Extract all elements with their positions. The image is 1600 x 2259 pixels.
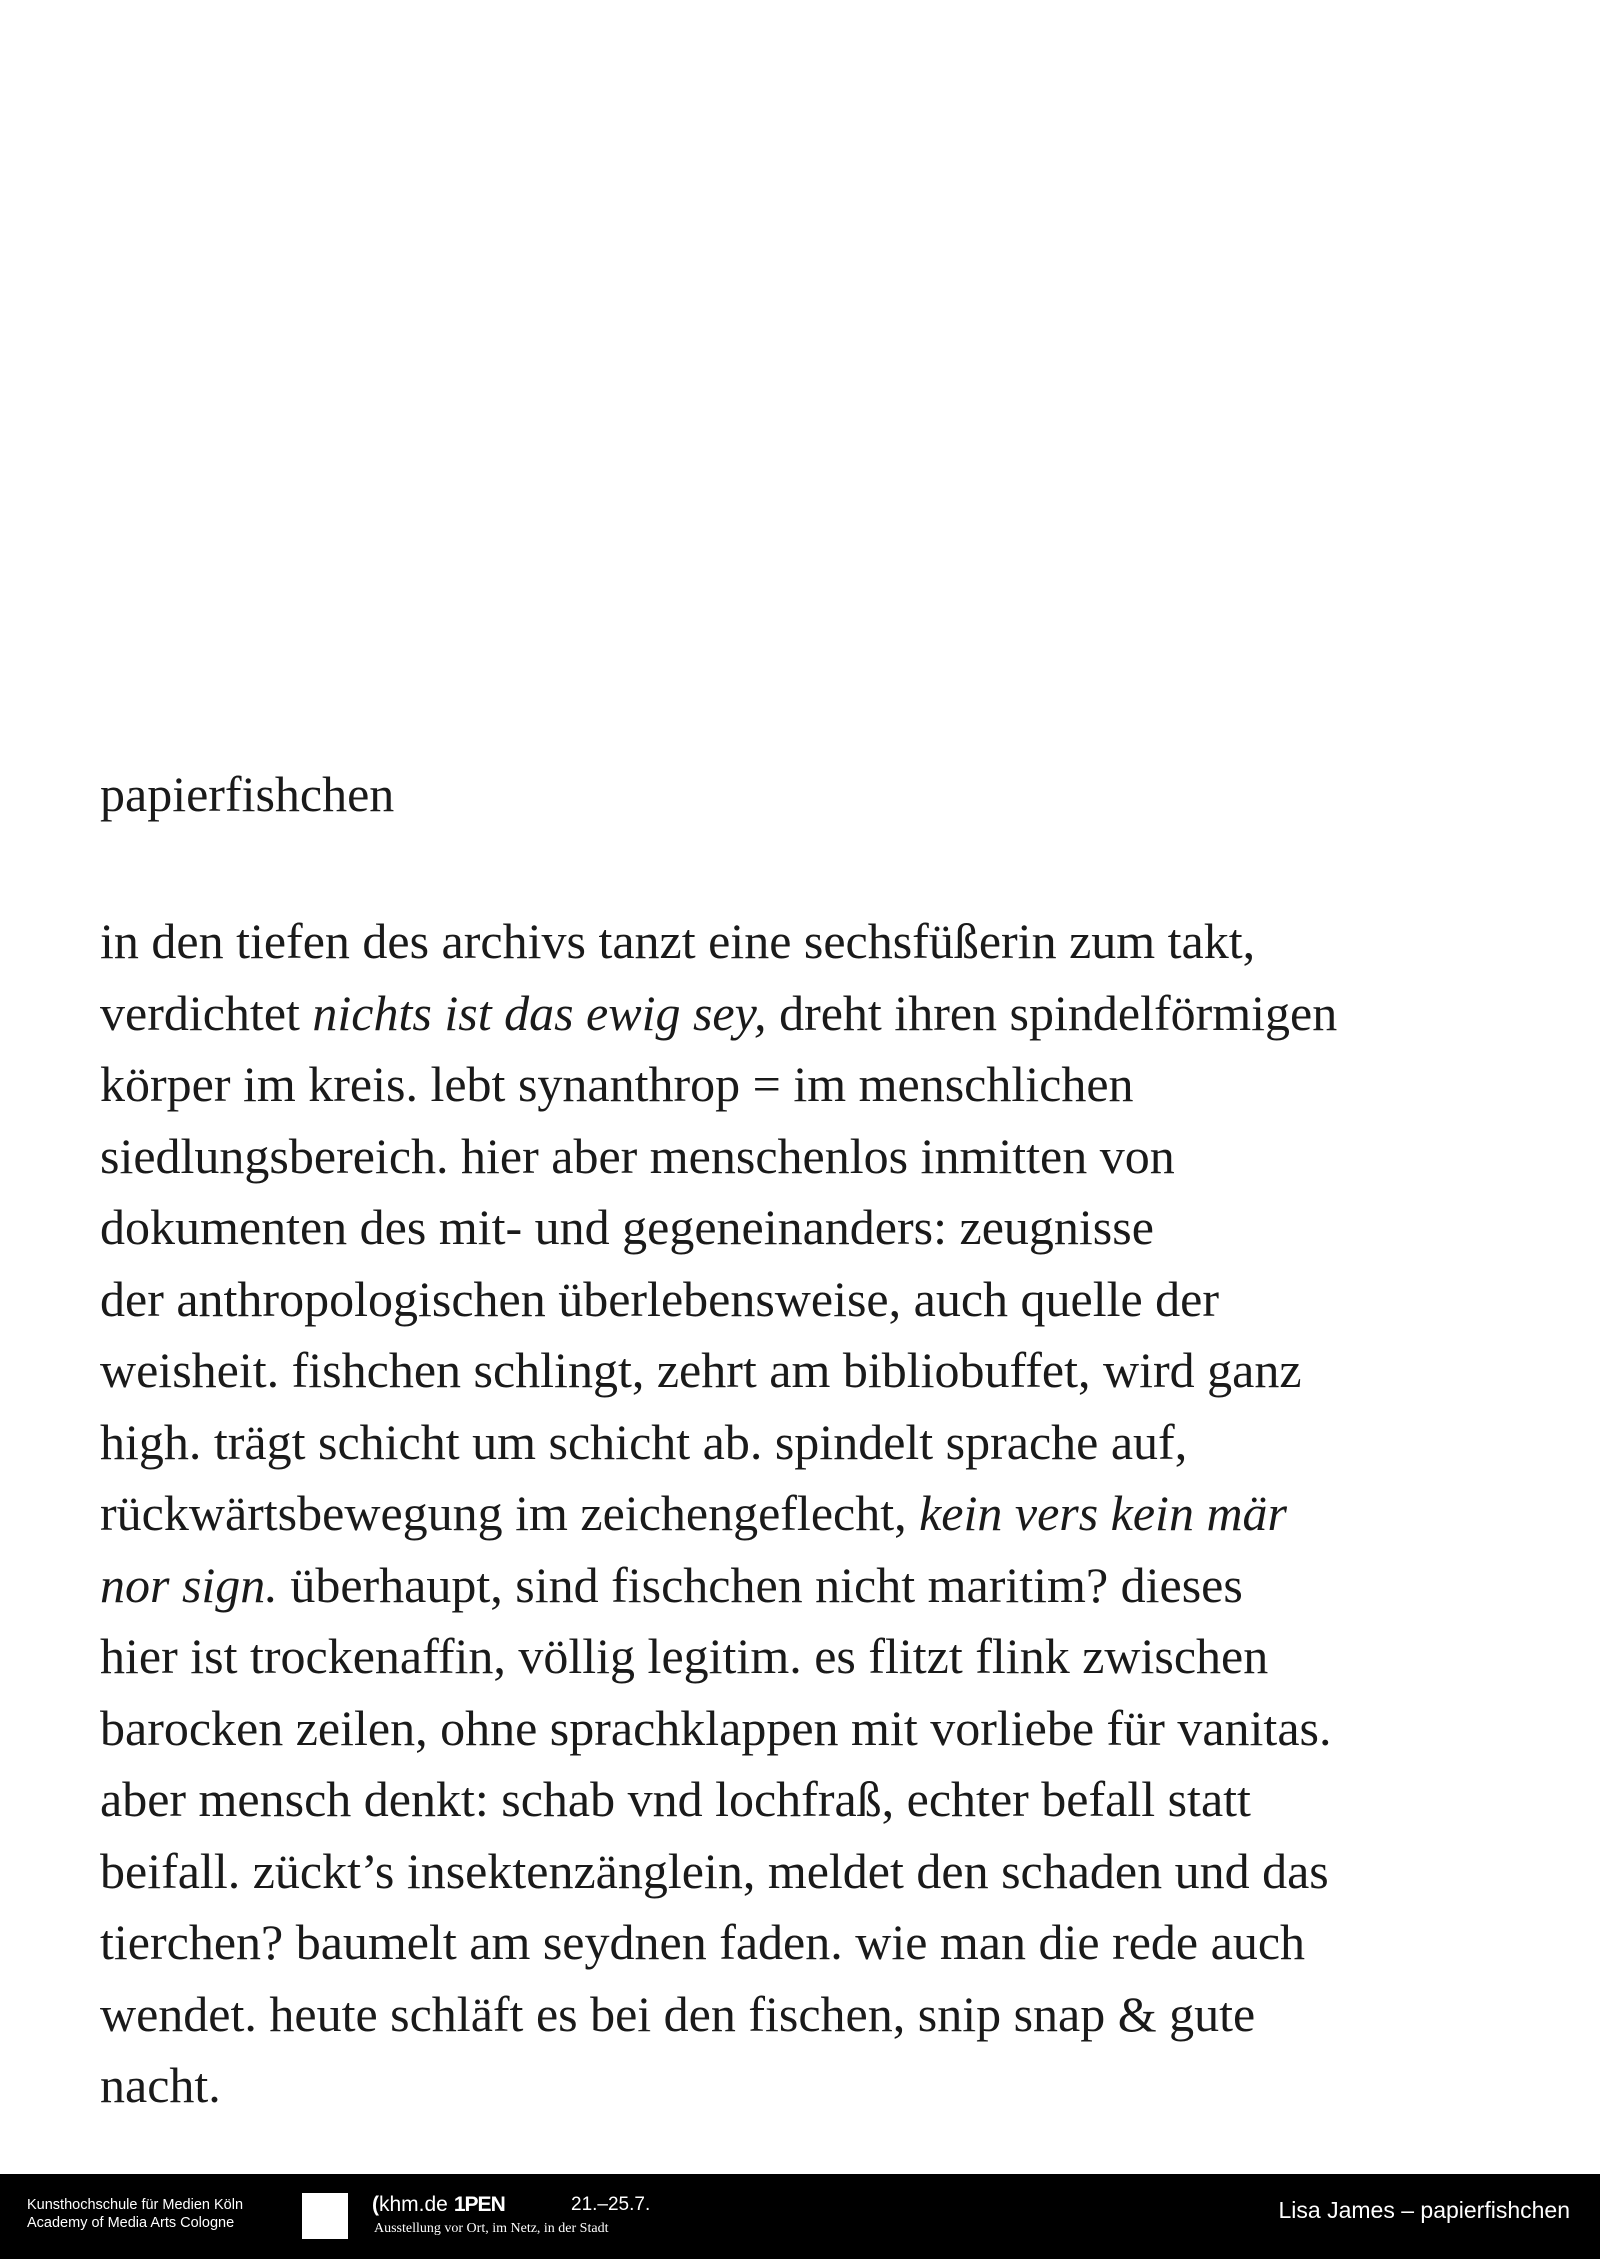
poem-line: wendet. heute schläft es bei den fischen, snip snap & gute [100,1985,1256,2042]
website-url[interactable]: khm.de [379,2193,448,2216]
poem-line: tierchen? baumelt am seydnen faden. wie man die rede auch [100,1914,1306,1970]
poem-line: barocken zeilen, ohne sprachklappen mit vorliebe für vanitas. [100,1699,1332,1756]
poem-line: in den tiefen des archivs tanzt eine sechsfüßerin zum takt, [100,913,1256,969]
poem-body [100,906,1530,2122]
poem-line: körper im kreis. lebt synanthrop = im menschlichen [100,1056,1134,1112]
poem-line: nacht. [100,2057,221,2113]
poem-line: siedlungsbereich. hier aber menschenlos inmitten von [100,1127,1175,1184]
poem-line: der anthropologischen überlebensweise, auch quelle der [100,1270,1220,1327]
poem-title: papierfishchen [100,766,395,822]
poem-text: rückwärtsbewegung im zeichengeflecht, [100,1485,920,1541]
author-credit: Lisa James – papierfishchen [1278,2197,1570,2223]
school-name-english: Academy of Media Arts Cologne [27,2215,235,2231]
footer-bar [0,2174,1600,2259]
poem-italic-phrase: nor sign. [100,1556,278,1613]
poem-text: überhaupt, sind fischchen nicht maritim? dieses [277,1556,1243,1613]
khm-mark-icon: ( [372,2193,379,2216]
poem-text: verdichtet [100,984,313,1041]
school-name-german: Kunsthochschule für Medien Köln [27,2197,244,2213]
open-label: 1PEN [453,2193,505,2216]
poem-line [100,1550,1530,1622]
poem-italic-phrase: kein vers kein mär [919,1485,1288,1541]
poem-line: weisheit. fishchen schlingt, zehrt am bibliobuffet, wird ganz [100,1342,1302,1398]
poem-line: dokumenten des mit- und gegeneinanders: zeugnisse [100,1199,1154,1255]
logo-square-icon [302,2193,348,2239]
poem-text: dreht ihren spindelförmigen [766,984,1338,1041]
exhibition-dates: 21.–25.7. [571,2194,651,2215]
poem-line: aber mensch denkt: schab vnd lochfraß, echter befall statt [100,1771,1251,1827]
poem-line: beifall. zückt’s insektenzänglein, meldet den schaden und das [100,1842,1329,1899]
poem-italic-phrase: nichts ist das ewig sey, [312,984,767,1041]
school-name [27,2196,243,2232]
poem-line [100,978,1530,1050]
exhibition-tagline: Ausstellung vor Ort, im Netz, in der Stadt [374,2221,609,2236]
website-label[interactable] [372,2194,505,2216]
poem-line [100,1478,1530,1550]
poem-line: hier ist trockenaffin, völlig legitim. es flitzt flink zwischen [100,1628,1269,1684]
poem-line: high. trägt schicht um schicht ab. spindelt sprache auf, [100,1413,1188,1470]
